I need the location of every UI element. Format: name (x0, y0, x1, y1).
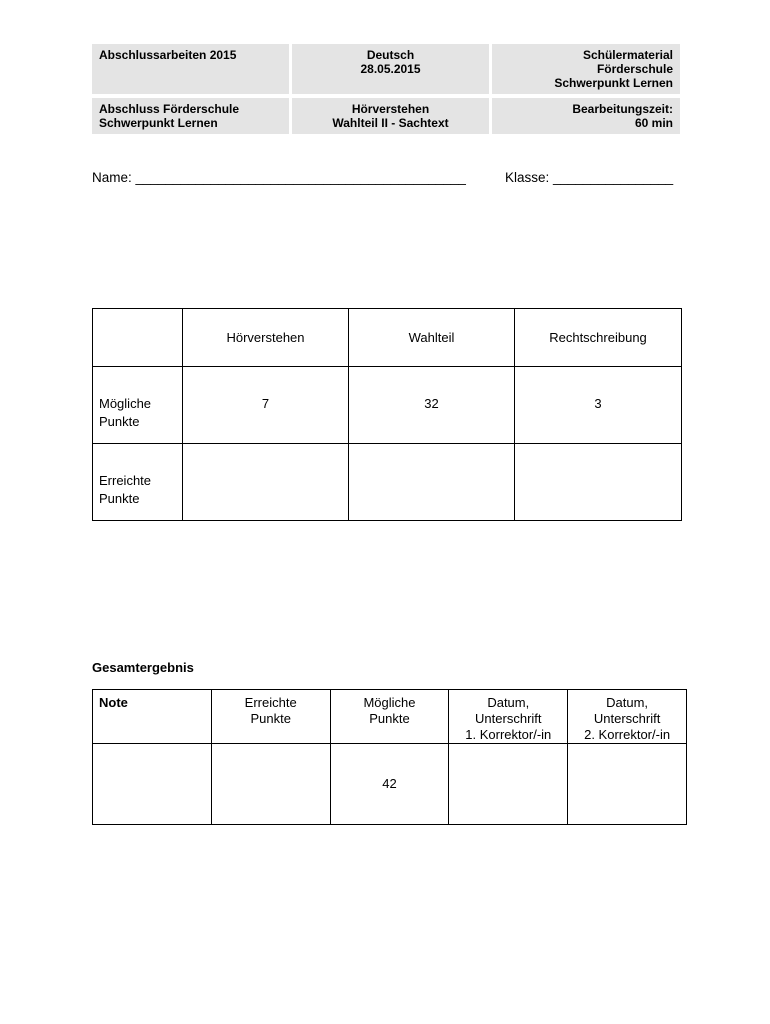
class-field[interactable]: Klasse: ________________ (505, 170, 674, 185)
points-achieved-cell[interactable] (183, 444, 349, 521)
points-possible-cell: 32 (349, 367, 515, 444)
points-possible-cell: 3 (515, 367, 682, 444)
header-row (92, 44, 680, 94)
header-duration: Bearbeitungszeit: 60 min (492, 98, 680, 134)
result-signature-2-cell[interactable] (568, 744, 687, 825)
points-achieved-cell[interactable] (349, 444, 515, 521)
points-column-header: Wahlteil (349, 309, 515, 367)
points-achieved-cell[interactable] (515, 444, 682, 521)
result-signature-1-cell[interactable] (449, 744, 568, 825)
points-header-row (93, 309, 682, 367)
points-corner-cell (93, 309, 183, 367)
points-possible-row (93, 367, 682, 444)
result-table (92, 689, 687, 825)
points-column-header: Hörverstehen (183, 309, 349, 367)
result-column-header: Erreichte Punkte (211, 690, 330, 744)
header-task-part: Hörverstehen Wahlteil II - Sachtext (292, 98, 489, 134)
result-column-header: Mögliche Punkte (330, 690, 449, 744)
points-row-label: Mögliche Punkte (93, 367, 183, 444)
points-column-header: Rechtschreibung (515, 309, 682, 367)
result-possible-cell: 42 (330, 744, 449, 825)
header-row (92, 98, 680, 134)
result-column-header: Datum, Unterschrift 2. Korrektor/-in (568, 690, 687, 744)
result-column-header: Note (93, 690, 212, 744)
header-subject-date: Deutsch 28.05.2015 (292, 44, 489, 94)
points-achieved-row (93, 444, 682, 521)
header-table (89, 40, 683, 138)
header-material-type: Schülermaterial Förderschule Schwerpunkt Lernen (492, 44, 680, 94)
result-achieved-cell[interactable] (211, 744, 330, 825)
result-header-row (93, 690, 687, 744)
header-exam-title: Abschlussarbeiten 2015 (92, 44, 289, 94)
result-column-header: Datum, Unterschrift 1. Korrektor/-in (449, 690, 568, 744)
points-row-label: Erreichte Punkte (93, 444, 183, 521)
name-field[interactable]: Name: ____________________________________________ (92, 170, 466, 185)
result-section-title: Gesamtergebnis (92, 660, 194, 675)
points-possible-cell: 7 (183, 367, 349, 444)
header-school-type: Abschluss Förderschule Schwerpunkt Lernen (92, 98, 289, 134)
result-value-row (93, 744, 687, 825)
result-grade-cell[interactable] (93, 744, 212, 825)
points-table (92, 308, 682, 521)
